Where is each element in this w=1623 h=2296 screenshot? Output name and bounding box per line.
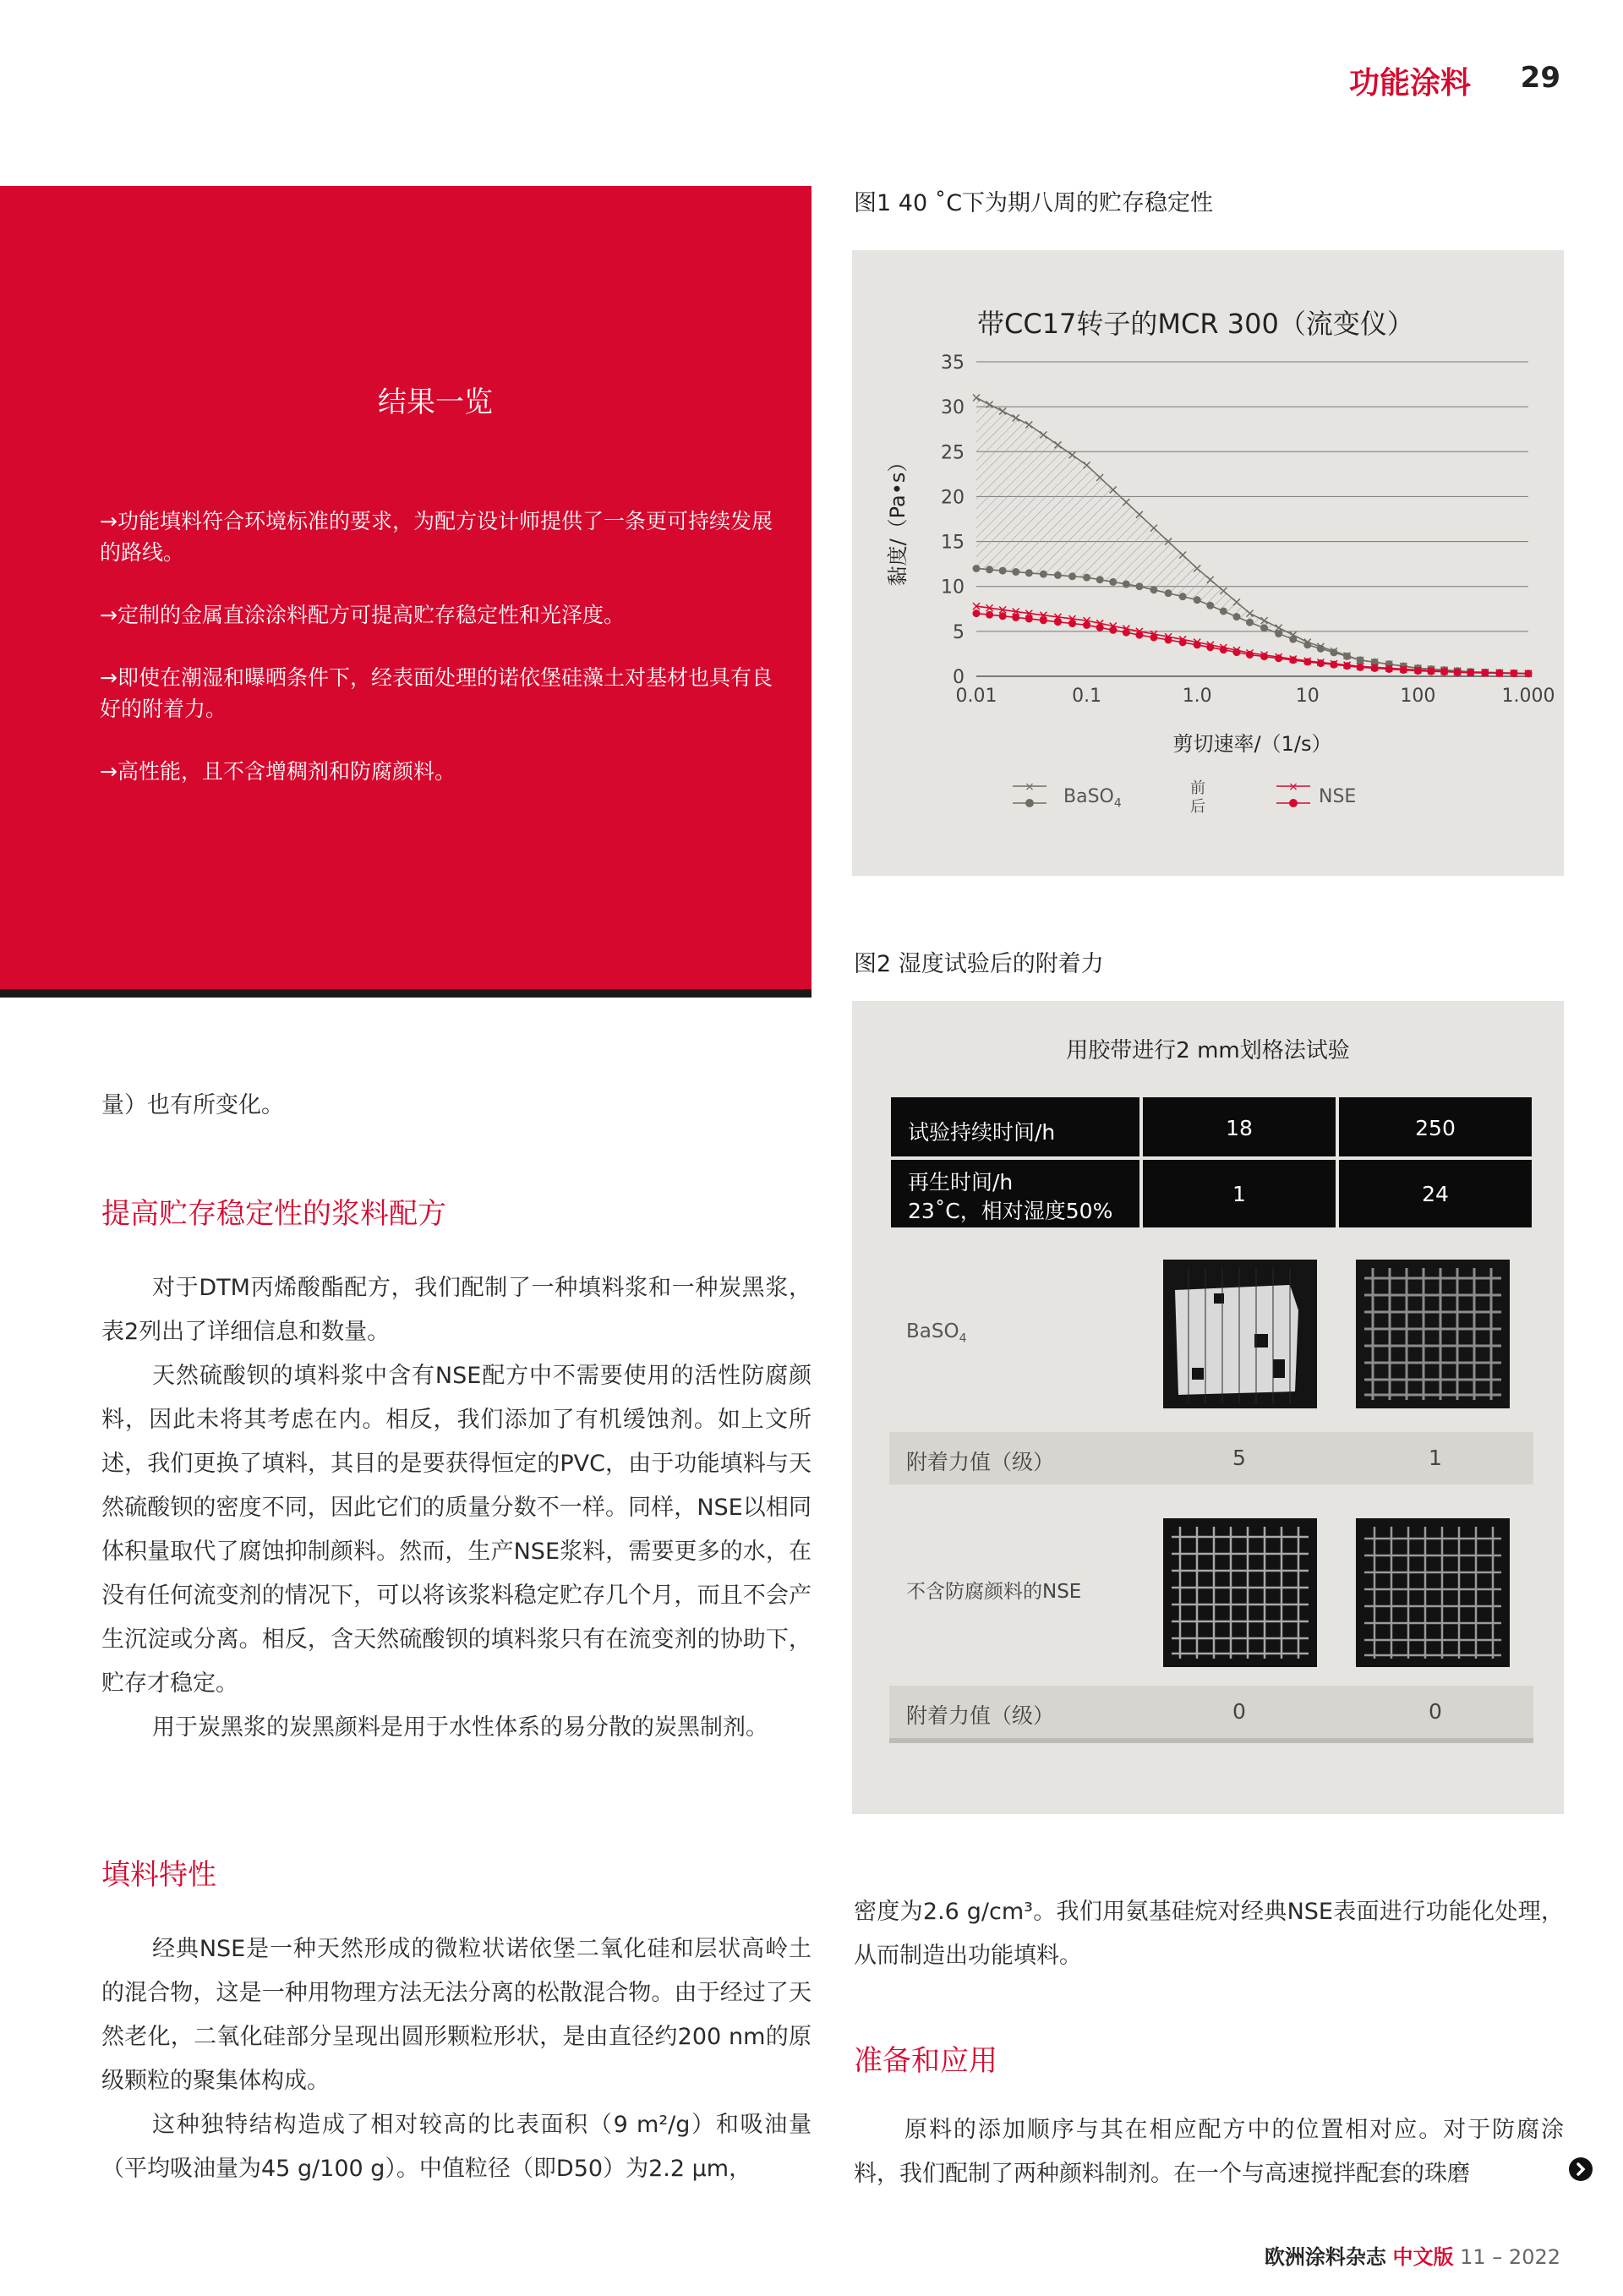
y-tick-label: 35 xyxy=(941,353,965,374)
summary-item: →功能填料符合环境标准的要求，为配方设计师提供了一条更可持续发展的路线。 xyxy=(100,509,773,565)
data-point xyxy=(1109,626,1117,634)
data-point xyxy=(1054,618,1062,626)
crosshatch-photo-baso4-18h xyxy=(1163,1260,1317,1408)
summary-box-shadow xyxy=(0,989,812,998)
table-title: 用胶带进行2 mm划格法试验 xyxy=(1066,1038,1350,1063)
data-point xyxy=(1068,572,1076,580)
paragraph: 原料的添加顺序与其在相应配方中的位置相对应。对于防腐涂料，我们配制了两种颜料制剂。在一个与高速搅拌配套的珠磨 xyxy=(854,2117,1564,2187)
data-point xyxy=(1427,668,1434,675)
y-tick-label: 10 xyxy=(941,577,965,599)
section-heading-filler: 填料特性 xyxy=(101,1858,216,1892)
adhesion-row-nse xyxy=(889,1686,1533,1738)
data-point xyxy=(1275,654,1282,662)
data-point xyxy=(1150,586,1157,593)
data-point xyxy=(1206,643,1214,651)
header-duration-250: 250 xyxy=(1337,1096,1533,1158)
data-point xyxy=(1012,614,1019,621)
data-point xyxy=(1179,593,1187,600)
y-tick-label: 25 xyxy=(941,442,965,464)
data-point xyxy=(999,567,1007,575)
y-tick-label: 30 xyxy=(941,397,965,419)
section-heading-preparation: 准备和应用 xyxy=(854,2044,997,2078)
y-tick-label: 15 xyxy=(941,532,965,554)
data-point xyxy=(1054,571,1062,579)
adhesion-row-baso4 xyxy=(889,1432,1533,1484)
data-point xyxy=(1040,616,1047,624)
data-point xyxy=(1206,602,1214,610)
row-label-baso4: BaSO$_4$ xyxy=(906,1320,967,1346)
data-point xyxy=(1330,648,1337,656)
section-body-slurry xyxy=(101,1266,812,1750)
adhesion-label: 附着力值（级） xyxy=(906,1703,1055,1728)
data-point xyxy=(1260,624,1268,631)
figure1-panel xyxy=(852,250,1564,876)
paragraph: 用于炭黑浆的炭黑颜料是用于水性体系的易分散的炭黑制剂。 xyxy=(152,1714,768,1741)
data-point xyxy=(1400,666,1407,674)
figure1-caption: 图1 40 ˚C下为期八周的贮存稳定性 xyxy=(854,190,1214,216)
x-tick-label: 10 xyxy=(1295,686,1320,707)
legend-nse-label: NSE xyxy=(1319,786,1357,807)
baso4-change-band xyxy=(976,398,1528,674)
data-point xyxy=(1194,596,1201,604)
data-point xyxy=(1135,582,1143,590)
data-point xyxy=(1289,636,1297,643)
header-recovery-line2: 23˚C，相对湿度50% xyxy=(908,1199,1113,1223)
summary-item: →高性能，且不含增稠剂和防腐颜料。 xyxy=(100,759,456,784)
crosshatch-photo-baso4-250h xyxy=(1356,1260,1510,1408)
continue-arrow-icon xyxy=(1569,2157,1593,2181)
page-number: 29 xyxy=(1520,61,1560,95)
y-tick-label: 20 xyxy=(941,487,965,509)
footer-edition: 中文版 xyxy=(1392,2245,1454,2269)
data-point xyxy=(1357,664,1364,671)
svg-text:×: × xyxy=(1288,780,1298,794)
data-point xyxy=(1123,581,1130,588)
adhesion-value-18h: 5 xyxy=(1232,1446,1246,1470)
summary-item: →定制的金属直涂涂料配方可提高贮存稳定性和光泽度。 xyxy=(100,603,625,627)
crosshatch-photo-nse-18h xyxy=(1163,1518,1317,1667)
header-duration-18: 18 xyxy=(1141,1096,1337,1158)
data-point xyxy=(1525,670,1533,677)
data-point xyxy=(1109,578,1117,586)
adhesion-value-250h: 0 xyxy=(1429,1699,1442,1724)
data-point xyxy=(1246,651,1254,659)
data-point xyxy=(1179,638,1187,646)
data-point xyxy=(1481,670,1489,677)
section-heading-slurry: 提高贮存稳定性的浆料配方 xyxy=(101,1197,446,1231)
viscosity-chart xyxy=(852,250,1564,876)
figure2-panel xyxy=(852,1001,1564,1814)
crosshatch-photo-nse-250h xyxy=(1356,1518,1510,1667)
data-point xyxy=(1303,658,1311,665)
data-point xyxy=(1343,662,1351,670)
data-point xyxy=(1194,641,1201,648)
data-point xyxy=(1510,670,1517,677)
running-header-section: 功能涂料 xyxy=(1348,66,1471,101)
data-point xyxy=(986,566,993,573)
header-duration-label: 试验持续时间/h xyxy=(889,1096,1141,1158)
x-tick-label: 1.000 xyxy=(1501,686,1555,707)
data-point xyxy=(1096,576,1104,583)
data-point xyxy=(973,610,981,617)
adhesion-value-250h: 1 xyxy=(1429,1446,1442,1470)
section-body-preparation xyxy=(854,2108,1564,2196)
data-point xyxy=(1357,656,1364,664)
header-recovery-line1: 再生时间/h xyxy=(908,1170,1014,1194)
legend-baso4-label: BaSO$_4$ xyxy=(1063,786,1122,811)
data-point xyxy=(1414,667,1422,675)
data-point xyxy=(1317,645,1325,653)
data-point xyxy=(1232,613,1240,620)
data-point xyxy=(999,612,1007,620)
row-label-nse: 不含防腐颜料的NSE xyxy=(906,1581,1082,1603)
data-point xyxy=(1012,568,1019,576)
continuation-text: 量）也有所变化。 xyxy=(101,1092,284,1118)
x-tick-label: 0.01 xyxy=(955,686,997,707)
data-point xyxy=(1232,648,1240,656)
data-point xyxy=(1275,630,1282,637)
summary-list xyxy=(100,506,793,818)
data-point xyxy=(1454,669,1462,676)
table-bottom-rule xyxy=(889,1738,1533,1743)
legend-after: 后 xyxy=(1190,798,1205,816)
data-point xyxy=(1385,665,1393,673)
footer-magazine: 欧洲涂料杂志 xyxy=(1264,2245,1386,2269)
data-point xyxy=(1150,634,1157,642)
paragraph: 这种独特结构造成了相对较高的比表面积（9 m²/g）和吸油量（平均吸油量为45 g/100 g）。中值粒径（即D50）为2.2 μm， xyxy=(101,2112,812,2182)
data-point xyxy=(1303,641,1311,648)
figure2-caption: 图2 湿度试验后的附着力 xyxy=(854,951,1104,977)
summary-title: 结果一览 xyxy=(378,385,493,419)
header-recovery-label xyxy=(889,1158,1141,1229)
adhesion-value-18h: 0 xyxy=(1232,1699,1246,1724)
data-point xyxy=(1317,659,1325,667)
y-tick-label: 0 xyxy=(953,667,965,688)
x-tick-label: 1.0 xyxy=(1182,686,1212,707)
header-recovery-24: 24 xyxy=(1337,1158,1533,1229)
data-point xyxy=(1165,589,1172,597)
data-point xyxy=(1096,624,1104,631)
footer xyxy=(1265,2240,1560,2270)
footer-issue: 11 – 2022 xyxy=(1460,2245,1560,2269)
data-point xyxy=(1083,621,1090,629)
svg-text:×: × xyxy=(1025,780,1035,794)
data-point xyxy=(1083,574,1090,582)
data-point xyxy=(1025,569,1033,577)
header-recovery-1: 1 xyxy=(1141,1158,1337,1229)
paragraph: 对于DTM丙烯酸酯配方，我们配制了一种填料浆和一种炭黑浆，表2列出了详细信息和数量。 xyxy=(101,1275,812,1345)
x-axis-label: 剪切速率/（1/s） xyxy=(1172,732,1332,756)
data-point xyxy=(1068,620,1076,627)
x-tick-label: 100 xyxy=(1400,686,1436,707)
data-point xyxy=(1220,607,1227,615)
data-point xyxy=(1330,661,1337,669)
x-tick-label: 0.1 xyxy=(1072,686,1102,707)
data-point xyxy=(1440,668,1448,675)
data-point xyxy=(1467,669,1474,676)
data-point xyxy=(1135,631,1143,639)
paragraph: 经典NSE是一种天然形成的微粒状诺依堡二氧化硅和层状高岭土的混合物，这是一种用物理方法无法分离的松散混合物。由于经过了天然老化，二氧化硅部分呈现出圆形颗粒形状，是由直径约200 nm的原级颗粒的聚集体构成。 xyxy=(101,1936,812,2094)
data-point xyxy=(1220,646,1227,653)
legend-before-after xyxy=(1190,779,1205,817)
data-point xyxy=(1025,615,1033,622)
chart-title: 带CC17转子的MCR 300（流变仪） xyxy=(977,308,1414,340)
data-point xyxy=(986,611,993,619)
y-axis-label: 黏度/（Pa•s） xyxy=(886,451,910,587)
adhesion-label: 附着力值（级） xyxy=(906,1450,1055,1474)
paragraph: 天然硫酸钡的填料浆中含有NSE配方中不需要使用的活性防腐颜料，因此未将其考虑在内。相反，我们添加了有机缓蚀剂。如上文所述，我们更换了填料，其目的是要获得恒定的PVC，由于功能填料与天然硫酸钡的密度不同，因此它们的质量分数不一样。同样，NSE以相同体积量取代了腐蚀抑制颜料。然而，生产NSE浆料，需要更多的水，在没有任何流变剂的情况下，可以将该浆料稳定贮存几个月，而且不会产生沉淀或分离。相反，含天然硫酸钡的填料浆只有在流变剂的协助下，贮存才稳定。 xyxy=(101,1363,812,1697)
data-point xyxy=(1343,653,1351,660)
data-point xyxy=(1165,636,1172,643)
summary-item: →即使在潮湿和曝晒条件下，经表面处理的诺依堡硅藻土对基材也具有良好的附着力。 xyxy=(100,665,773,721)
data-point xyxy=(1495,670,1503,677)
data-point xyxy=(1246,619,1254,626)
y-tick-label: 5 xyxy=(953,621,965,643)
section-body-filler xyxy=(101,1927,812,2191)
data-point xyxy=(1371,664,1379,672)
data-point xyxy=(973,565,981,572)
data-point xyxy=(1260,653,1268,660)
continuation-text-right: 密度为2.6 g/cm³。我们用氨基硅烷对经典NSE表面进行功能化处理，从而制造出功能填料。 xyxy=(854,1899,1564,1969)
data-point xyxy=(1123,629,1130,637)
legend-before: 前 xyxy=(1190,779,1205,797)
data-point xyxy=(1040,571,1047,578)
data-point xyxy=(1289,656,1297,664)
